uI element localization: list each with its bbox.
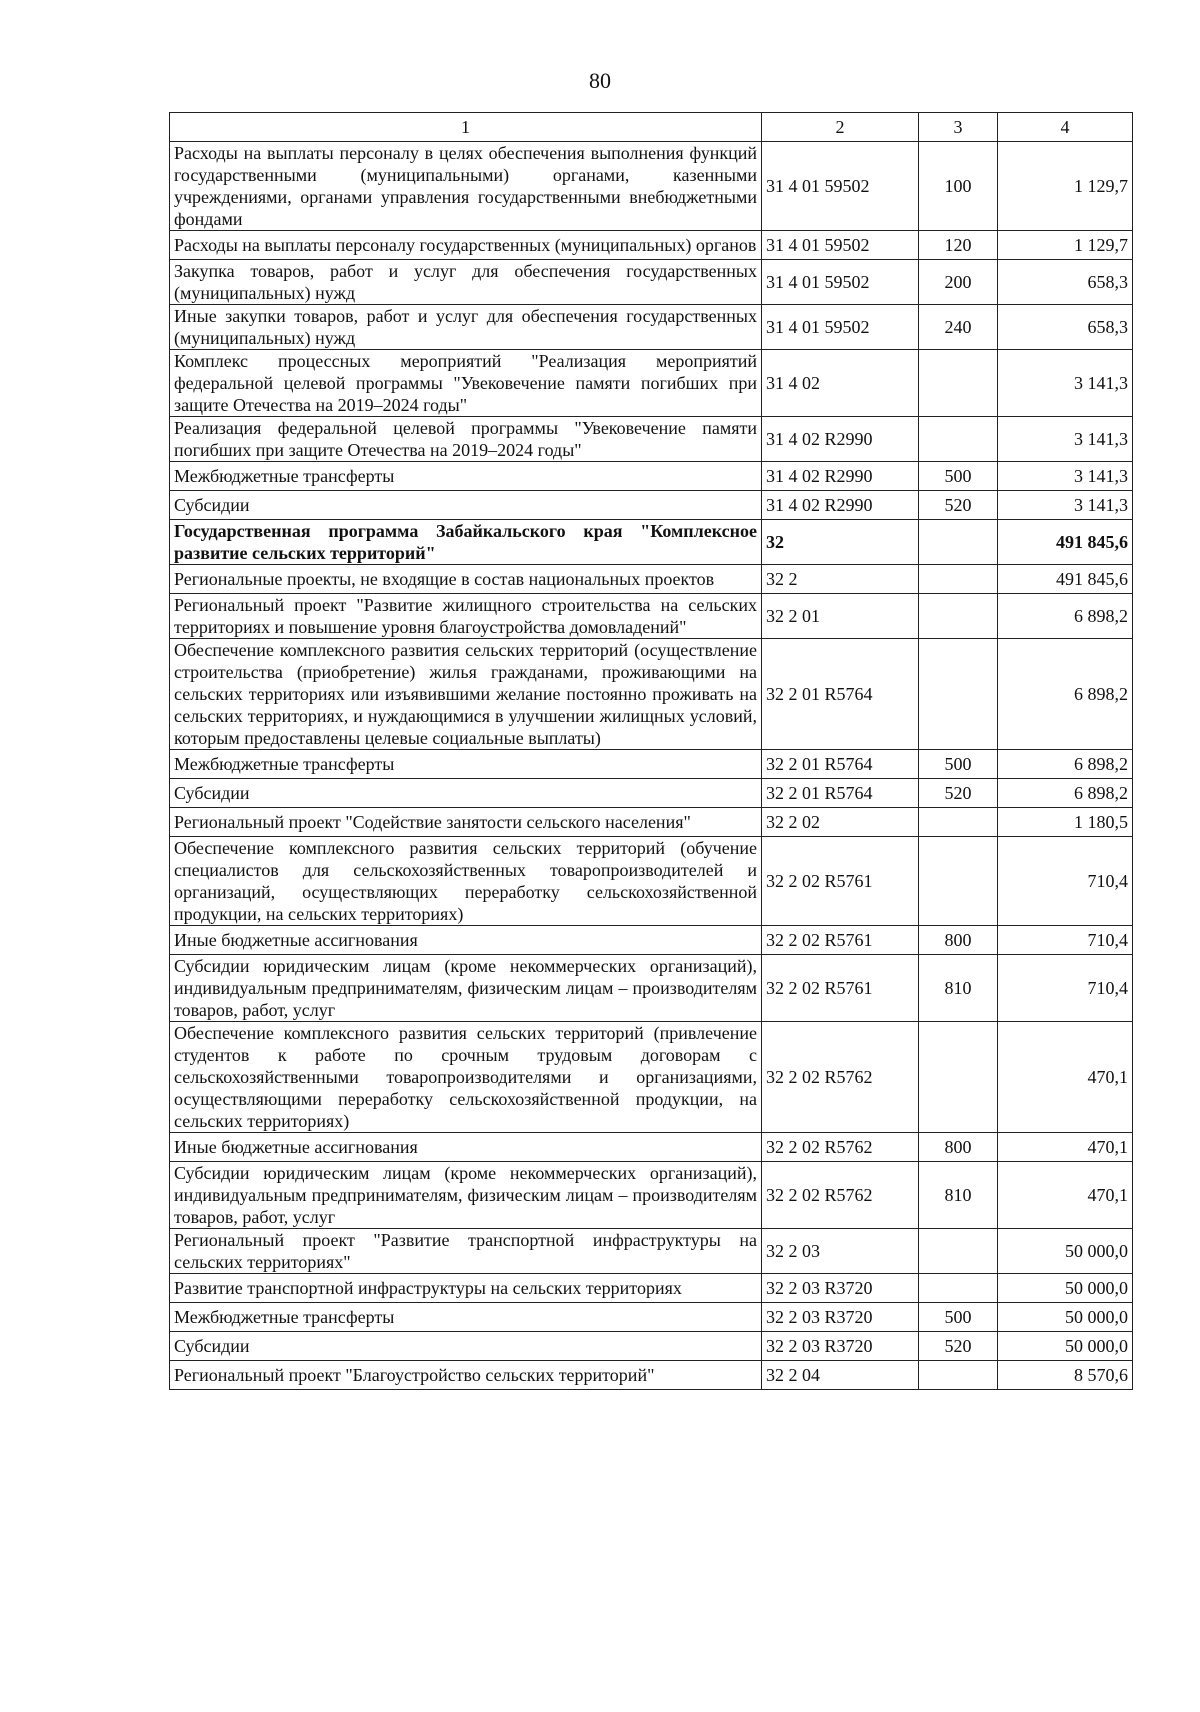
row-sum-cell: 1 129,7: [998, 142, 1133, 231]
row-code-cell: 32 2 02 R5761: [762, 955, 919, 1022]
row-type-cell: 500: [919, 462, 998, 491]
column-header-1: 1: [170, 113, 762, 142]
budget-table: [169, 112, 1133, 1390]
row-code-cell: 32 2 01 R5764: [762, 779, 919, 808]
row-type-cell: [919, 417, 998, 462]
column-header-4: 4: [998, 113, 1133, 142]
row-code-cell: 32 2 02 R5762: [762, 1022, 919, 1133]
table-row: [170, 639, 1133, 750]
row-sum-cell: 50 000,0: [998, 1274, 1133, 1303]
row-code-cell: 32 2 01: [762, 594, 919, 639]
row-name-cell: Межбюджетные трансферты: [170, 1303, 762, 1332]
row-type-cell: [919, 520, 998, 565]
row-sum-cell: 3 141,3: [998, 491, 1133, 520]
page-number: 80: [589, 68, 611, 93]
row-type-cell: [919, 808, 998, 837]
row-code-cell: 32 2 03: [762, 1229, 919, 1274]
table-row: [170, 1303, 1133, 1332]
row-name-cell: Субсидии: [170, 1332, 762, 1361]
row-sum-cell: 491 845,6: [998, 565, 1133, 594]
row-sum-cell: 6 898,2: [998, 779, 1133, 808]
table-body: [170, 142, 1133, 1390]
table-row: [170, 926, 1133, 955]
row-name-cell: Субсидии: [170, 779, 762, 808]
column-header-3: 3: [919, 113, 998, 142]
row-type-cell: 810: [919, 955, 998, 1022]
row-sum-cell: 470,1: [998, 1162, 1133, 1229]
row-name-cell: Субсидии юридическим лицам (кроме некоммерческих организаций), индивидуальным предпринимателям, физическим лицам – производителям товаров, работ, услуг: [170, 1162, 762, 1229]
row-sum-cell: 658,3: [998, 305, 1133, 350]
row-code-cell: 31 4 02 R2990: [762, 462, 919, 491]
row-name-cell: Обеспечение комплексного развития сельских территорий (обучение специалистов для сельскохозяйственных товаропроизводителей и организаций, осуществляющих переработку сельскохозяйственной продукции, на сельских территориях): [170, 837, 762, 926]
row-code-cell: 32 2 02 R5762: [762, 1162, 919, 1229]
row-name-cell: Обеспечение комплексного развития сельских территорий (привлечение студентов к работе по срочным трудовым договорам с сельскохозяйственными товаропроизводителями и организациями, осуществляющими переработку сельскохозяйственной продукции, на сельских территориях): [170, 1022, 762, 1133]
row-code-cell: 32 2 03 R3720: [762, 1303, 919, 1332]
row-name-cell: Закупка товаров, работ и услуг для обеспечения государственных (муниципальных) нужд: [170, 260, 762, 305]
table-row: [170, 594, 1133, 639]
column-header-2: 2: [762, 113, 919, 142]
row-sum-cell: 6 898,2: [998, 750, 1133, 779]
row-code-cell: 32 2 03 R3720: [762, 1274, 919, 1303]
row-name-cell: Иные закупки товаров, работ и услуг для обеспечения государственных (муниципальных) нужд: [170, 305, 762, 350]
row-sum-cell: 3 141,3: [998, 350, 1133, 417]
row-code-cell: 32 2 03 R3720: [762, 1332, 919, 1361]
table-row: [170, 462, 1133, 491]
row-type-cell: 520: [919, 779, 998, 808]
row-sum-cell: 50 000,0: [998, 1229, 1133, 1274]
row-code-cell: 31 4 02 R2990: [762, 491, 919, 520]
row-code-cell: 32 2 02 R5761: [762, 837, 919, 926]
row-code-cell: 32 2 02 R5761: [762, 926, 919, 955]
row-code-cell: 31 4 01 59502: [762, 260, 919, 305]
row-code-cell: 32 2 01 R5764: [762, 639, 919, 750]
row-type-cell: 500: [919, 750, 998, 779]
row-name-cell: Субсидии юридическим лицам (кроме некоммерческих организаций), индивидуальным предпринимателям, физическим лицам – производителям товаров, работ, услуг: [170, 955, 762, 1022]
table-row: [170, 417, 1133, 462]
row-sum-cell: 491 845,6: [998, 520, 1133, 565]
table-row: [170, 1361, 1133, 1390]
row-type-cell: [919, 837, 998, 926]
table-row: [170, 1274, 1133, 1303]
row-type-cell: 240: [919, 305, 998, 350]
row-type-cell: 810: [919, 1162, 998, 1229]
row-code-cell: 32 2 04: [762, 1361, 919, 1390]
table-row: [170, 520, 1133, 565]
row-sum-cell: 658,3: [998, 260, 1133, 305]
row-name-cell: Межбюджетные трансферты: [170, 462, 762, 491]
row-code-cell: 32 2 01 R5764: [762, 750, 919, 779]
row-name-cell: Иные бюджетные ассигнования: [170, 926, 762, 955]
table-row: [170, 1229, 1133, 1274]
row-sum-cell: 6 898,2: [998, 594, 1133, 639]
table-row: [170, 350, 1133, 417]
header-row: [170, 113, 1133, 142]
row-sum-cell: 470,1: [998, 1022, 1133, 1133]
table-row: [170, 1022, 1133, 1133]
table-row: [170, 955, 1133, 1022]
row-name-cell: Субсидии: [170, 491, 762, 520]
row-name-cell: Региональный проект "Благоустройство сельских территорий": [170, 1361, 762, 1390]
table-row: [170, 779, 1133, 808]
row-type-cell: 800: [919, 926, 998, 955]
row-sum-cell: 6 898,2: [998, 639, 1133, 750]
row-sum-cell: 710,4: [998, 926, 1133, 955]
row-code-cell: 31 4 02 R2990: [762, 417, 919, 462]
table-header: [170, 113, 1133, 142]
row-sum-cell: 1 180,5: [998, 808, 1133, 837]
row-name-cell: Государственная программа Забайкальского края "Комплексное развитие сельских территорий": [170, 520, 762, 565]
table-row: [170, 142, 1133, 231]
table-row: [170, 231, 1133, 260]
row-code-cell: 31 4 01 59502: [762, 231, 919, 260]
row-name-cell: Иные бюджетные ассигнования: [170, 1133, 762, 1162]
row-name-cell: Комплекс процессных мероприятий "Реализация мероприятий федеральной целевой программы "Увековечение памяти погибших при защите Отечества на 2019–2024 годы": [170, 350, 762, 417]
row-type-cell: [919, 594, 998, 639]
row-name-cell: Расходы на выплаты персоналу государственных (муниципальных) органов: [170, 231, 762, 260]
row-name-cell: Расходы на выплаты персоналу в целях обеспечения выполнения функций государственными (муниципальными) органами, казенными учреждениями, органами управления государственными внебюджетными фондами: [170, 142, 762, 231]
table-row: [170, 1133, 1133, 1162]
row-code-cell: 31 4 01 59502: [762, 305, 919, 350]
row-name-cell: Региональный проект "Развитие транспортной инфраструктуры на сельских территориях": [170, 1229, 762, 1274]
row-type-cell: [919, 350, 998, 417]
row-type-cell: [919, 1274, 998, 1303]
row-type-cell: [919, 565, 998, 594]
table-row: [170, 491, 1133, 520]
table-row: [170, 1332, 1133, 1361]
table-row: [170, 1162, 1133, 1229]
row-code-cell: 32 2 02 R5762: [762, 1133, 919, 1162]
row-type-cell: 120: [919, 231, 998, 260]
row-code-cell: 32 2 02: [762, 808, 919, 837]
row-name-cell: Межбюджетные трансферты: [170, 750, 762, 779]
row-code-cell: 31 4 01 59502: [762, 142, 919, 231]
row-sum-cell: 710,4: [998, 955, 1133, 1022]
row-type-cell: 800: [919, 1133, 998, 1162]
row-type-cell: 500: [919, 1303, 998, 1332]
row-sum-cell: 710,4: [998, 837, 1133, 926]
table-row: [170, 837, 1133, 926]
row-sum-cell: 3 141,3: [998, 462, 1133, 491]
table-row: [170, 305, 1133, 350]
row-sum-cell: 8 570,6: [998, 1361, 1133, 1390]
table-row: [170, 260, 1133, 305]
row-name-cell: Реализация федеральной целевой программы "Увековечение памяти погибших при защите Отечества на 2019–2024 годы": [170, 417, 762, 462]
table-row: [170, 750, 1133, 779]
table-row: [170, 565, 1133, 594]
row-type-cell: 520: [919, 491, 998, 520]
row-type-cell: 520: [919, 1332, 998, 1361]
row-name-cell: Региональный проект "Развитие жилищного строительства на сельских территориях и повышение уровня благоустройства домовладений": [170, 594, 762, 639]
row-name-cell: Региональные проекты, не входящие в состав национальных проектов: [170, 565, 762, 594]
row-type-cell: [919, 1361, 998, 1390]
row-sum-cell: 50 000,0: [998, 1303, 1133, 1332]
row-name-cell: Обеспечение комплексного развития сельских территорий (осуществление строительства (приобретение) жилья гражданами, проживающими на сельских территориях или изъявившими желание постоянно проживать на сельских территориях, и нуждающимися в улучшении жилищных условий, которым предоставлены целевые социальные выплаты): [170, 639, 762, 750]
table-row: [170, 808, 1133, 837]
row-type-cell: [919, 639, 998, 750]
row-type-cell: 200: [919, 260, 998, 305]
row-name-cell: Развитие транспортной инфраструктуры на сельских территориях: [170, 1274, 762, 1303]
row-type-cell: [919, 1229, 998, 1274]
row-sum-cell: 50 000,0: [998, 1332, 1133, 1361]
row-sum-cell: 1 129,7: [998, 231, 1133, 260]
row-name-cell: Региональный проект "Содействие занятости сельского населения": [170, 808, 762, 837]
row-type-cell: [919, 1022, 998, 1133]
row-sum-cell: 3 141,3: [998, 417, 1133, 462]
row-code-cell: 32: [762, 520, 919, 565]
row-type-cell: 100: [919, 142, 998, 231]
row-code-cell: 31 4 02: [762, 350, 919, 417]
row-code-cell: 32 2: [762, 565, 919, 594]
row-sum-cell: 470,1: [998, 1133, 1133, 1162]
